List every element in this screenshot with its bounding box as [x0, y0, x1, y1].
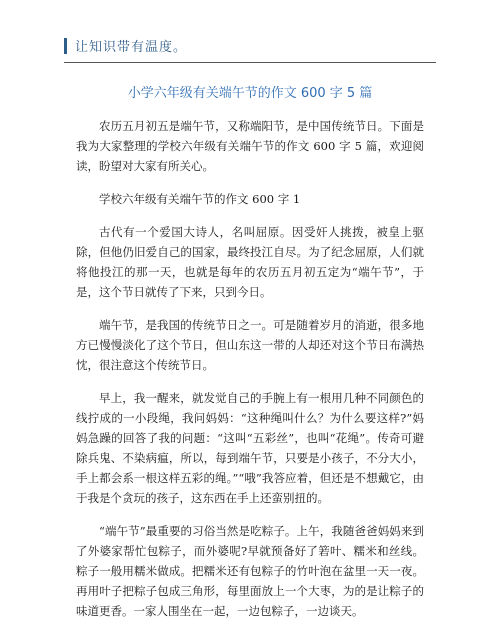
intro-paragraph: 农历五月初五是端午节，又称端阳节，是中国传统节日。下面是我为大家整理的学校六年级有关端午节的作文 600 字 5 篇，欢迎阅读，盼望对大家有所关心。	[76, 119, 424, 173]
header-slogan: 让知识带有温度。	[75, 40, 188, 55]
header-divider	[64, 62, 436, 63]
body-paragraph: 古代有一个爱国大诗人，名叫屈原。因受奸人挑拨，被皇上驱除，但他仍旧爱自己的国家，最终投江自尽。为了纪念屈原，人们就将他投江的那一天，也就是每年的农历五月初五定为“端午节”，于是，这个节日就传了下来，只到今日。	[76, 225, 424, 299]
section-title: 学校六年级有关端午节的作文 600 字 1	[99, 192, 301, 206]
document-title: 小学六年级有关端午节的作文 600 字 5 篇	[127, 86, 373, 101]
document-body	[76, 116, 424, 634]
page-header	[64, 36, 187, 55]
header-accent-bar	[64, 38, 67, 54]
body-paragraph: 早上，我一醒来，就发觉自己的手腕上有一根用几种不同颜色的线拧成的一小段绳，我问妈妈：“这种绳叫什么？为什么要这样?”妈妈急躁的回答了我的问题：“这叫“五彩丝”，也叫“花绳”。传奇可避除兵鬼、不染病瘟，所以，每到端午节，只要是小孩子，不分大小，手上都会系一根这样五彩的绳。”“哦”我答应着，但还是不想戴它，由于我是个贪玩的孩子，这东西在手上还蛮别扭的。	[76, 391, 424, 505]
body-paragraph: 端午节，是我国的传统节日之一。可是随着岁月的消逝，很多地方已慢慢淡化了这个节日，但山东这一带的人却还对这个节日布满热忱，很注意这个传统节日。	[76, 318, 424, 372]
body-paragraph: “端午节”最重要的习俗当然是吃粽子。上午，我随爸爸妈妈来到了外婆家帮忙包粽子，而外婆呢?早就预备好了箬叶、糯米和丝线。粽子一般用糯米做成。把糯米还有包粽子的竹叶泡在盆里一天一夜。再用叶子把粽子包成三角形，每里面放上一个大枣，为的是让粽子的味道更香。一家人围坐在一起，一边包粽子，一边谈天。	[76, 524, 424, 618]
